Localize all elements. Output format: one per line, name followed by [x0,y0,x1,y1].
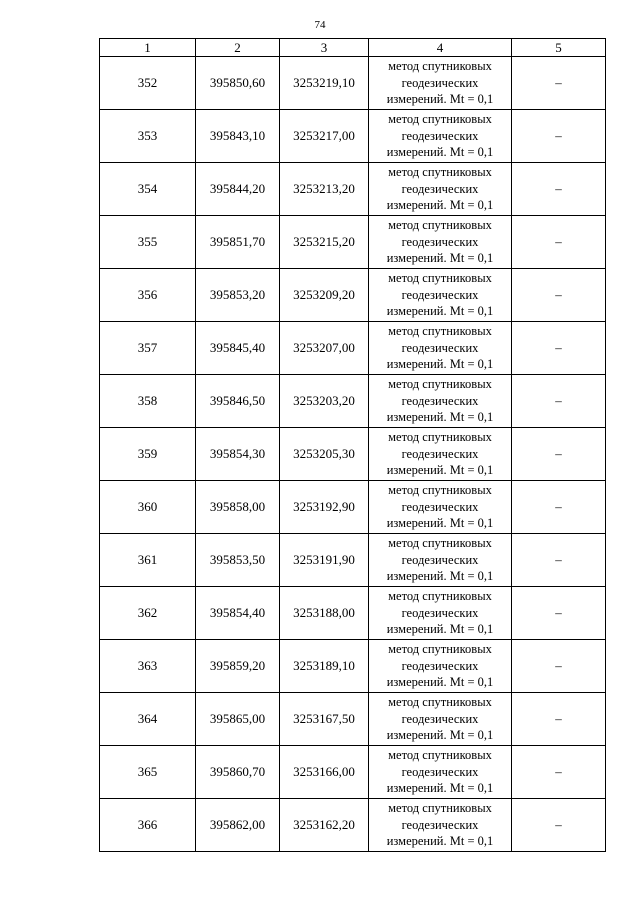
method-line: метод спутниковых [388,165,492,180]
method-line: измерений. Mt = 0,1 [386,357,494,372]
note-cell: – [512,322,606,375]
method-cell [369,269,512,322]
method-line: измерений. Mt = 0,1 [386,145,494,160]
point-number-cell: 364 [100,693,196,746]
method-line: метод спутниковых [388,59,492,74]
method-line: геодезических [401,499,479,514]
note-cell: – [512,693,606,746]
method-line: метод спутниковых [388,483,492,498]
method-line: измерений. Mt = 0,1 [386,622,494,637]
method-line: геодезических [401,234,479,249]
header-col-4: 4 [369,39,512,57]
method-cell [369,322,512,375]
point-number-cell: 362 [100,587,196,640]
table-body [100,57,606,852]
note-cell: – [512,216,606,269]
method-line: метод спутниковых [388,271,492,286]
y-coordinate-cell: 3253191,90 [280,534,369,587]
method-line: геодезических [401,287,479,302]
x-coordinate-cell: 395865,00 [196,693,280,746]
x-coordinate-cell: 395858,00 [196,481,280,534]
method-cell [369,110,512,163]
method-line: геодезических [401,764,479,779]
point-number-cell: 353 [100,110,196,163]
method-cell [369,693,512,746]
note-cell: – [512,481,606,534]
coordinates-table [99,38,606,852]
note-cell: – [512,799,606,852]
method-line: метод спутниковых [388,748,492,763]
method-line: геодезических [401,658,479,673]
x-coordinate-cell: 395843,10 [196,110,280,163]
header-col-5: 5 [512,39,606,57]
method-line: метод спутниковых [388,377,492,392]
point-number-cell: 366 [100,799,196,852]
method-line: измерений. Mt = 0,1 [386,198,494,213]
method-line: метод спутниковых [388,324,492,339]
header-row [100,39,606,57]
header-col-2: 2 [196,39,280,57]
method-line: геодезических [401,446,479,461]
method-line: измерений. Mt = 0,1 [386,675,494,690]
table-row [100,110,606,163]
method-line: измерений. Mt = 0,1 [386,463,494,478]
y-coordinate-cell: 3253217,00 [280,110,369,163]
method-line: геодезических [401,75,479,90]
method-cell [369,587,512,640]
method-cell [369,799,512,852]
note-cell: – [512,428,606,481]
point-number-cell: 357 [100,322,196,375]
point-number-cell: 352 [100,57,196,110]
y-coordinate-cell: 3253162,20 [280,799,369,852]
method-cell [369,746,512,799]
method-line: метод спутниковых [388,642,492,657]
page-number: 74 [314,19,326,31]
y-coordinate-cell: 3253192,90 [280,481,369,534]
method-line: метод спутниковых [388,218,492,233]
method-cell [369,375,512,428]
x-coordinate-cell: 395859,20 [196,640,280,693]
method-line: метод спутниковых [388,430,492,445]
x-coordinate-cell: 395853,20 [196,269,280,322]
method-line: метод спутниковых [388,112,492,127]
method-cell [369,534,512,587]
note-cell: – [512,269,606,322]
method-line: измерений. Mt = 0,1 [386,834,494,849]
table-row [100,587,606,640]
y-coordinate-cell: 3253203,20 [280,375,369,428]
method-line: метод спутниковых [388,536,492,551]
method-cell [369,57,512,110]
header-col-3: 3 [280,39,369,57]
method-line: геодезических [401,340,479,355]
point-number-cell: 361 [100,534,196,587]
x-coordinate-cell: 395853,50 [196,534,280,587]
method-line: геодезических [401,711,479,726]
note-cell: – [512,746,606,799]
y-coordinate-cell: 3253209,20 [280,269,369,322]
y-coordinate-cell: 3253189,10 [280,640,369,693]
table-row [100,799,606,852]
y-coordinate-cell: 3253215,20 [280,216,369,269]
point-number-cell: 359 [100,428,196,481]
y-coordinate-cell: 3253207,00 [280,322,369,375]
x-coordinate-cell: 395846,50 [196,375,280,428]
point-number-cell: 360 [100,481,196,534]
y-coordinate-cell: 3253213,20 [280,163,369,216]
method-cell [369,640,512,693]
y-coordinate-cell: 3253167,50 [280,693,369,746]
method-line: метод спутниковых [388,695,492,710]
table-row [100,481,606,534]
note-cell: – [512,375,606,428]
x-coordinate-cell: 395845,40 [196,322,280,375]
method-cell [369,216,512,269]
method-line: измерений. Mt = 0,1 [386,781,494,796]
x-coordinate-cell: 395850,60 [196,57,280,110]
y-coordinate-cell: 3253166,00 [280,746,369,799]
x-coordinate-cell: 395854,30 [196,428,280,481]
x-coordinate-cell: 395862,00 [196,799,280,852]
point-number-cell: 354 [100,163,196,216]
point-number-cell: 355 [100,216,196,269]
method-line: геодезических [401,181,479,196]
x-coordinate-cell: 395844,20 [196,163,280,216]
method-line: геодезических [401,393,479,408]
note-cell: – [512,640,606,693]
method-line: геодезических [401,128,479,143]
method-line: измерений. Mt = 0,1 [386,304,494,319]
point-number-cell: 356 [100,269,196,322]
x-coordinate-cell: 395851,70 [196,216,280,269]
table-row [100,428,606,481]
method-line: измерений. Mt = 0,1 [386,92,494,107]
point-number-cell: 358 [100,375,196,428]
table-row [100,534,606,587]
method-line: измерений. Mt = 0,1 [386,728,494,743]
note-cell: – [512,163,606,216]
table-row [100,269,606,322]
y-coordinate-cell: 3253219,10 [280,57,369,110]
table-row [100,216,606,269]
note-cell: – [512,110,606,163]
method-cell [369,163,512,216]
method-line: метод спутниковых [388,589,492,604]
method-line: измерений. Mt = 0,1 [386,251,494,266]
table-row [100,163,606,216]
method-line: измерений. Mt = 0,1 [386,569,494,584]
header-col-1: 1 [100,39,196,57]
method-line: геодезических [401,817,479,832]
table-row [100,375,606,428]
note-cell: – [512,57,606,110]
method-line: метод спутниковых [388,801,492,816]
table-row [100,322,606,375]
method-line: геодезических [401,605,479,620]
table-row [100,746,606,799]
method-cell [369,428,512,481]
note-cell: – [512,587,606,640]
y-coordinate-cell: 3253205,30 [280,428,369,481]
method-line: измерений. Mt = 0,1 [386,410,494,425]
y-coordinate-cell: 3253188,00 [280,587,369,640]
method-line: измерений. Mt = 0,1 [386,516,494,531]
note-cell: – [512,534,606,587]
method-line: геодезических [401,552,479,567]
table-row [100,57,606,110]
table-row [100,640,606,693]
point-number-cell: 363 [100,640,196,693]
x-coordinate-cell: 395854,40 [196,587,280,640]
x-coordinate-cell: 395860,70 [196,746,280,799]
table-row [100,693,606,746]
point-number-cell: 365 [100,746,196,799]
method-cell [369,481,512,534]
